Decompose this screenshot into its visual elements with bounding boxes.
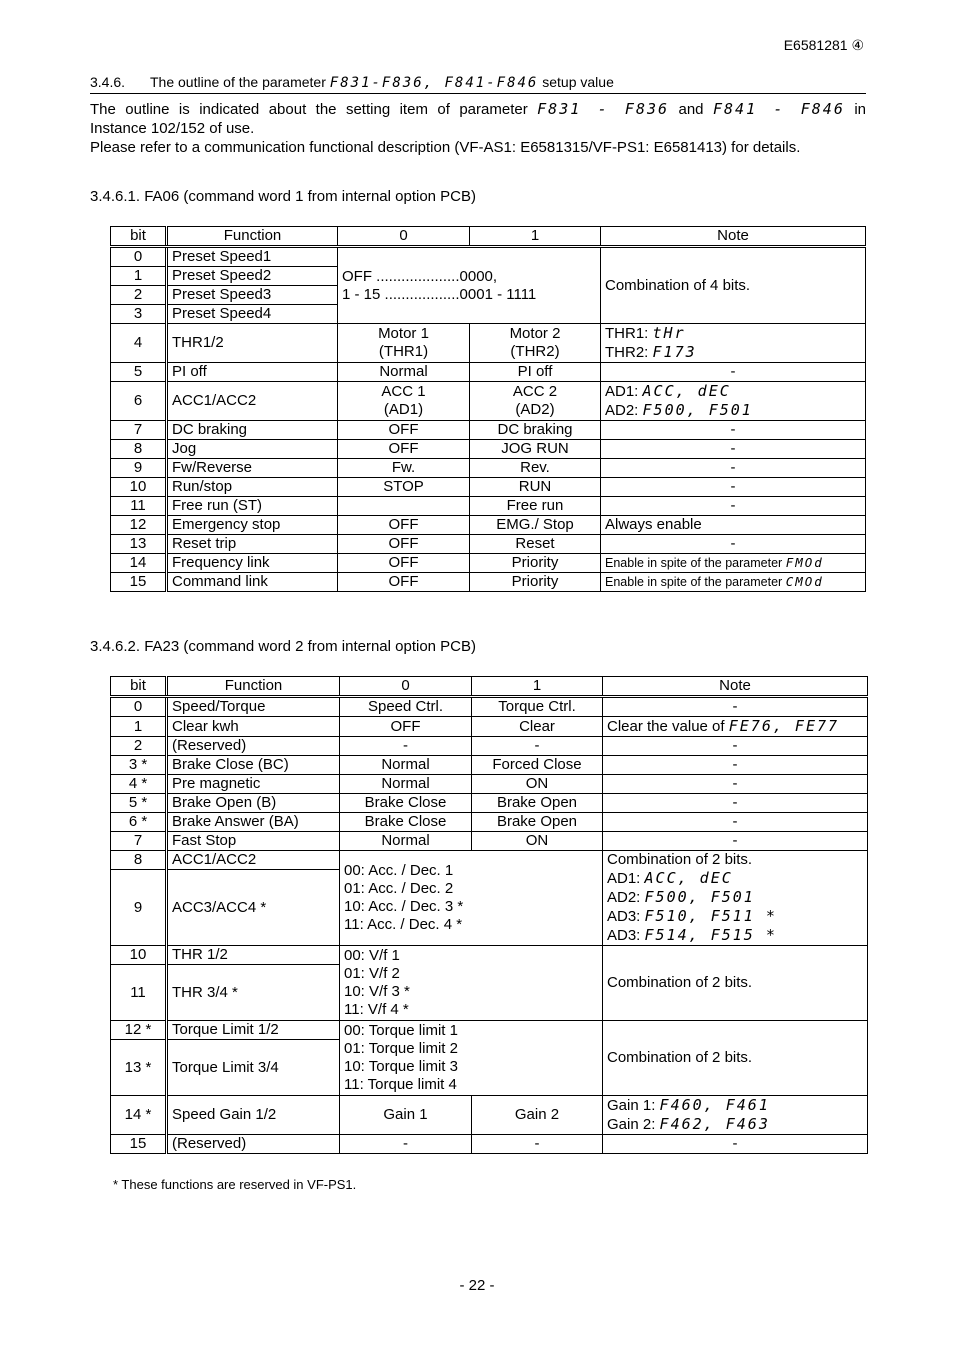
table-row (111, 1021, 868, 1040)
note-cell: - (603, 832, 868, 851)
note-code: F500, F501 (644, 888, 755, 906)
note-text: Enable in spite of the parameter (605, 575, 783, 589)
bit-cell: 10 (111, 478, 167, 497)
table-row (111, 1096, 868, 1135)
header-function: Function (167, 677, 340, 697)
note-code: F460, F461 (659, 1096, 770, 1114)
note-cell: - (601, 440, 866, 459)
bit-cell: 5 * (111, 794, 167, 813)
value-line: 01: Torque limit 2 (344, 1040, 458, 1057)
preset-value-cell (338, 247, 601, 324)
note-line: Combination of 2 bits. (607, 851, 753, 868)
note-line (607, 907, 863, 926)
function-cell: Speed/Torque (167, 697, 340, 717)
note-label: AD1: (607, 870, 641, 887)
section-title-after: setup value (542, 74, 614, 90)
function-cell: Fw/Reverse (167, 459, 338, 478)
note-label: THR2: (605, 344, 649, 361)
bit-cell: 2 (111, 737, 167, 756)
note-label: AD3: (607, 927, 641, 944)
value-1-cell: - (472, 1135, 603, 1154)
bit-cell: 5 (111, 363, 167, 382)
value-line: 11: Torque limit 4 (344, 1076, 457, 1093)
note-code: F514, F515 * (644, 926, 777, 944)
value-line: 00: Acc. / Dec. 1 (344, 862, 454, 879)
table-fa23 (110, 676, 868, 1154)
value-0-cell: Brake Close (340, 813, 472, 832)
note-line (605, 401, 861, 420)
bit-cell: 7 (111, 832, 167, 851)
table-row (111, 516, 866, 535)
function-cell: THR 3/4 * (167, 965, 340, 1021)
function-cell: (Reserved) (167, 737, 340, 756)
value-0-cell: OFF (338, 516, 470, 535)
note-line (607, 1096, 863, 1115)
value-0-cell: OFF (338, 421, 470, 440)
value-0-cell: Speed Ctrl. (340, 697, 472, 717)
function-cell: THR1/2 (167, 324, 338, 363)
value-line: 10: V/f 3 * (344, 983, 410, 1000)
note-cell (603, 717, 868, 737)
value-0-cell (338, 382, 470, 421)
bit-cell: 8 (111, 440, 167, 459)
value-line: 10: Torque limit 3 (344, 1058, 458, 1075)
table-row (111, 851, 868, 870)
bit-cell: 14 (111, 554, 167, 573)
intro-and: and (678, 101, 704, 118)
value-0-cell: STOP (338, 478, 470, 497)
table-row (111, 363, 866, 382)
value-0-cell: Normal (340, 756, 472, 775)
note-line (605, 343, 861, 362)
table-row (111, 573, 866, 592)
note-cell (601, 554, 866, 573)
section-heading (90, 74, 866, 94)
section-params: F831-F836, F841-F846 (329, 75, 539, 91)
function-cell: ACC1/ACC2 (167, 851, 340, 870)
value-1-cell: Priority (470, 554, 601, 573)
value-line: Motor 2 (509, 325, 561, 342)
note-cell: - (603, 775, 868, 794)
function-cell: (Reserved) (167, 1135, 340, 1154)
table-row (111, 421, 866, 440)
bit-cell: 0 (111, 247, 167, 267)
function-cell: Preset Speed2 (167, 267, 338, 286)
bit-cell: 13 (111, 535, 167, 554)
value-1-cell: PI off (470, 363, 601, 382)
intro-param-range-1: F831 - F836 (537, 100, 670, 118)
table-row (111, 497, 866, 516)
note-cell: - (603, 813, 868, 832)
section-number: 3.4.6. (90, 74, 126, 90)
value-1-cell: Free run (470, 497, 601, 516)
note-cell: - (601, 421, 866, 440)
value-1-cell: RUN (470, 478, 601, 497)
value-1-cell: Reset (470, 535, 601, 554)
table-row (111, 440, 866, 459)
function-cell: Preset Speed3 (167, 286, 338, 305)
bit-cell: 11 (111, 497, 167, 516)
value-1-cell: Brake Open (472, 794, 603, 813)
value-1-cell: Rev. (470, 459, 601, 478)
table-header-row (111, 227, 866, 247)
value-0-cell: Fw. (338, 459, 470, 478)
bit-cell: 1 (111, 267, 167, 286)
function-cell: Brake Close (BC) (167, 756, 340, 775)
header-note: Note (601, 227, 866, 247)
page-number: - 22 - (459, 1277, 495, 1294)
value-line: ACC 2 (512, 383, 558, 400)
bit-cell: 4 * (111, 775, 167, 794)
bit-cell: 7 (111, 421, 167, 440)
table1-title: 3.4.6.1. FA06 (command word 1 from internal option PCB) (90, 188, 477, 205)
note-text: Enable in spite of the parameter (605, 556, 783, 570)
value-0-cell: OFF (338, 554, 470, 573)
note-cell: - (603, 794, 868, 813)
value-line: Motor 1 (378, 325, 429, 342)
value-0-cell: - (340, 737, 472, 756)
note-label: AD1: (605, 383, 639, 400)
value-line: ACC 1 (381, 383, 426, 400)
function-cell: Pre magnetic (167, 775, 340, 794)
note-code: F510, F511 * (644, 907, 777, 925)
note-code: F500, F501 (642, 401, 753, 419)
table-row (111, 697, 868, 717)
bit-cell: 11 (111, 965, 167, 1021)
function-cell: Brake Open (B) (167, 794, 340, 813)
note-code: FMOd (785, 555, 824, 570)
intro-param-range-2: F841 - F846 (712, 100, 845, 118)
table-row (111, 717, 868, 737)
value-line: 00: V/f 1 (344, 947, 400, 964)
note-cell: - (603, 697, 868, 717)
function-cell: Emergency stop (167, 516, 338, 535)
note-code: F173 (652, 343, 697, 361)
table-row (111, 478, 866, 497)
bit-cell: 15 (111, 573, 167, 592)
bit-cell: 12 (111, 516, 167, 535)
note-cell (603, 851, 868, 946)
torque-limit-value-cell (340, 1021, 603, 1096)
intro-in: in (854, 101, 867, 118)
note-label: AD2: (607, 889, 641, 906)
bit-cell: 3 * (111, 756, 167, 775)
note-cell (601, 324, 866, 363)
note-cell: - (601, 478, 866, 497)
value-1-cell: Gain 2 (472, 1096, 603, 1135)
value-1-cell: EMG./ Stop (470, 516, 601, 535)
note-code: tHr (652, 324, 686, 342)
note-text: Clear the value of (607, 718, 725, 735)
value-1-cell: - (472, 737, 603, 756)
table-row (111, 1135, 868, 1154)
note-cell (601, 382, 866, 421)
function-cell: Torque Limit 1/2 (167, 1021, 340, 1040)
note-cell: - (601, 497, 866, 516)
intro-line-3: Please refer to a communication functional description (VF-AS1: E6581315/VF-PS1: E6581413) for details. (90, 139, 801, 156)
note-cell: - (603, 737, 868, 756)
bit-cell: 10 (111, 946, 167, 965)
note-cell: Combination of 2 bits. (603, 1021, 868, 1096)
function-cell: Brake Answer (BA) (167, 813, 340, 832)
section-title-before: The outline of the parameter (150, 74, 326, 90)
value-1-cell: Priority (470, 573, 601, 592)
value-0-cell: Gain 1 (340, 1096, 472, 1135)
value-line: (AD2) (515, 401, 555, 418)
bit-cell: 0 (111, 697, 167, 717)
note-cell: - (603, 756, 868, 775)
value-0-cell: Normal (340, 832, 472, 851)
note-label: Gain 2: (607, 1116, 656, 1133)
preset-line-1: OFF ....................0000, (342, 267, 498, 285)
note-cell (601, 573, 866, 592)
bit-cell: 8 (111, 851, 167, 870)
value-0-cell (338, 497, 470, 516)
value-0-cell: OFF (340, 717, 472, 737)
value-line: (AD1) (383, 401, 424, 418)
function-cell: Fast Stop (167, 832, 340, 851)
function-cell: Run/stop (167, 478, 338, 497)
value-0-cell: OFF (338, 535, 470, 554)
value-line: (THR2) (510, 343, 560, 360)
value-1-cell: JOG RUN (470, 440, 601, 459)
function-cell: ACC1/ACC2 (167, 382, 338, 421)
header-1: 1 (472, 677, 603, 697)
function-cell: Command link (167, 573, 338, 592)
note-cell: - (603, 1135, 868, 1154)
function-cell: Frequency link (167, 554, 338, 573)
note-label: AD3: (607, 908, 641, 925)
value-line: 01: V/f 2 (344, 965, 400, 982)
note-cell: Combination of 4 bits. (601, 247, 866, 324)
note-line (607, 926, 863, 945)
table2-title: 3.4.6.2. FA23 (command word 2 from internal option PCB) (90, 638, 477, 655)
note-cell: Combination of 2 bits. (603, 946, 868, 1021)
header-0: 0 (338, 227, 470, 247)
note-line (605, 382, 861, 401)
note-line (605, 324, 861, 343)
table-row (111, 737, 868, 756)
function-cell: PI off (167, 363, 338, 382)
table-row (111, 832, 868, 851)
table-row (111, 946, 868, 965)
bit-cell: 15 (111, 1135, 167, 1154)
table-row (111, 813, 868, 832)
bit-cell: 9 (111, 870, 167, 946)
value-line: 11: Acc. / Dec. 4 * (344, 916, 463, 933)
value-1-cell: Forced Close (472, 756, 603, 775)
value-line: 00: Torque limit 1 (344, 1022, 458, 1039)
intro-line-2: Instance 102/152 of use. (90, 120, 255, 137)
bit-cell: 4 (111, 324, 167, 363)
header-bit: bit (111, 227, 167, 247)
acc-value-cell (340, 851, 603, 946)
value-1-cell: Brake Open (472, 813, 603, 832)
value-1-cell: ON (472, 775, 603, 794)
value-line: 10: Acc. / Dec. 3 * (344, 898, 464, 915)
value-1-cell: Torque Ctrl. (472, 697, 603, 717)
note-line (607, 888, 863, 907)
note-code: ACC, dEC (644, 869, 733, 887)
table-row (111, 247, 866, 267)
intro-text: The outline is indicated about the setting item of parameter (90, 101, 528, 118)
value-0-cell: Normal (340, 775, 472, 794)
thr-value-cell (340, 946, 603, 1021)
function-cell: THR 1/2 (167, 946, 340, 965)
note-line (607, 869, 863, 888)
header-function: Function (167, 227, 338, 247)
intro-paragraph (90, 100, 866, 157)
note-cell: Always enable (601, 516, 866, 535)
table-header-row (111, 677, 868, 697)
note-cell (603, 1096, 868, 1135)
note-cell: - (601, 535, 866, 554)
function-cell: Preset Speed1 (167, 247, 338, 267)
table-row (111, 382, 866, 421)
function-cell: Free run (ST) (167, 497, 338, 516)
value-1-cell (470, 324, 601, 363)
bit-cell: 6 (111, 382, 167, 421)
value-line: (THR1) (378, 343, 429, 360)
note-code: FE76, FE77 (728, 717, 840, 735)
value-0-cell: Brake Close (340, 794, 472, 813)
value-1-cell: DC braking (470, 421, 601, 440)
bit-cell: 1 (111, 717, 167, 737)
preset-line-2: 1 - 15 ..................0001 - 1111 (342, 285, 537, 303)
note-cell: - (601, 459, 866, 478)
bit-cell: 3 (111, 305, 167, 324)
header-0: 0 (340, 677, 472, 697)
table-row (111, 794, 868, 813)
value-line: 11: V/f 4 * (344, 1001, 409, 1018)
value-1-cell (470, 382, 601, 421)
note-label: AD2: (605, 402, 639, 419)
bit-cell: 6 * (111, 813, 167, 832)
value-1-cell: Clear (472, 717, 603, 737)
function-cell: Torque Limit 3/4 (167, 1040, 340, 1096)
table-row (111, 775, 868, 794)
bit-cell: 14 * (111, 1096, 167, 1135)
bit-cell: 9 (111, 459, 167, 478)
value-0-cell: - (340, 1135, 472, 1154)
value-0-cell: Normal (338, 363, 470, 382)
value-0-cell: OFF (338, 440, 470, 459)
note-line (607, 1115, 863, 1134)
bit-cell: 12 * (111, 1021, 167, 1040)
table-fa06 (110, 226, 866, 592)
bit-cell: 2 (111, 286, 167, 305)
note-code: CMOd (785, 574, 824, 589)
table-row (111, 756, 868, 775)
header-1: 1 (470, 227, 601, 247)
document-id: E6581281 ④ (783, 37, 864, 53)
header-bit: bit (111, 677, 167, 697)
note-label: THR1: (605, 325, 649, 342)
table-row (111, 324, 866, 363)
table-row (111, 554, 866, 573)
table-row (111, 535, 866, 554)
value-0-cell: OFF (338, 573, 470, 592)
function-cell: ACC3/ACC4 * (167, 870, 340, 946)
note-cell: - (601, 363, 866, 382)
value-line: 01: Acc. / Dec. 2 (344, 880, 454, 897)
function-cell: Clear kwh (167, 717, 340, 737)
function-cell: DC braking (167, 421, 338, 440)
bit-cell: 13 * (111, 1040, 167, 1096)
function-cell: Jog (167, 440, 338, 459)
intro-line-1 (90, 100, 866, 119)
value-0-cell (338, 324, 470, 363)
footnote: * These functions are reserved in VF-PS1. (113, 1177, 357, 1192)
function-cell: Speed Gain 1/2 (167, 1096, 340, 1135)
note-code: F462, F463 (659, 1115, 770, 1133)
header-note: Note (603, 677, 868, 697)
note-label: Gain 1: (607, 1097, 656, 1114)
note-code: ACC, dEC (642, 382, 731, 400)
function-cell: Reset trip (167, 535, 338, 554)
function-cell: Preset Speed4 (167, 305, 338, 324)
table-row (111, 459, 866, 478)
value-1-cell: ON (472, 832, 603, 851)
